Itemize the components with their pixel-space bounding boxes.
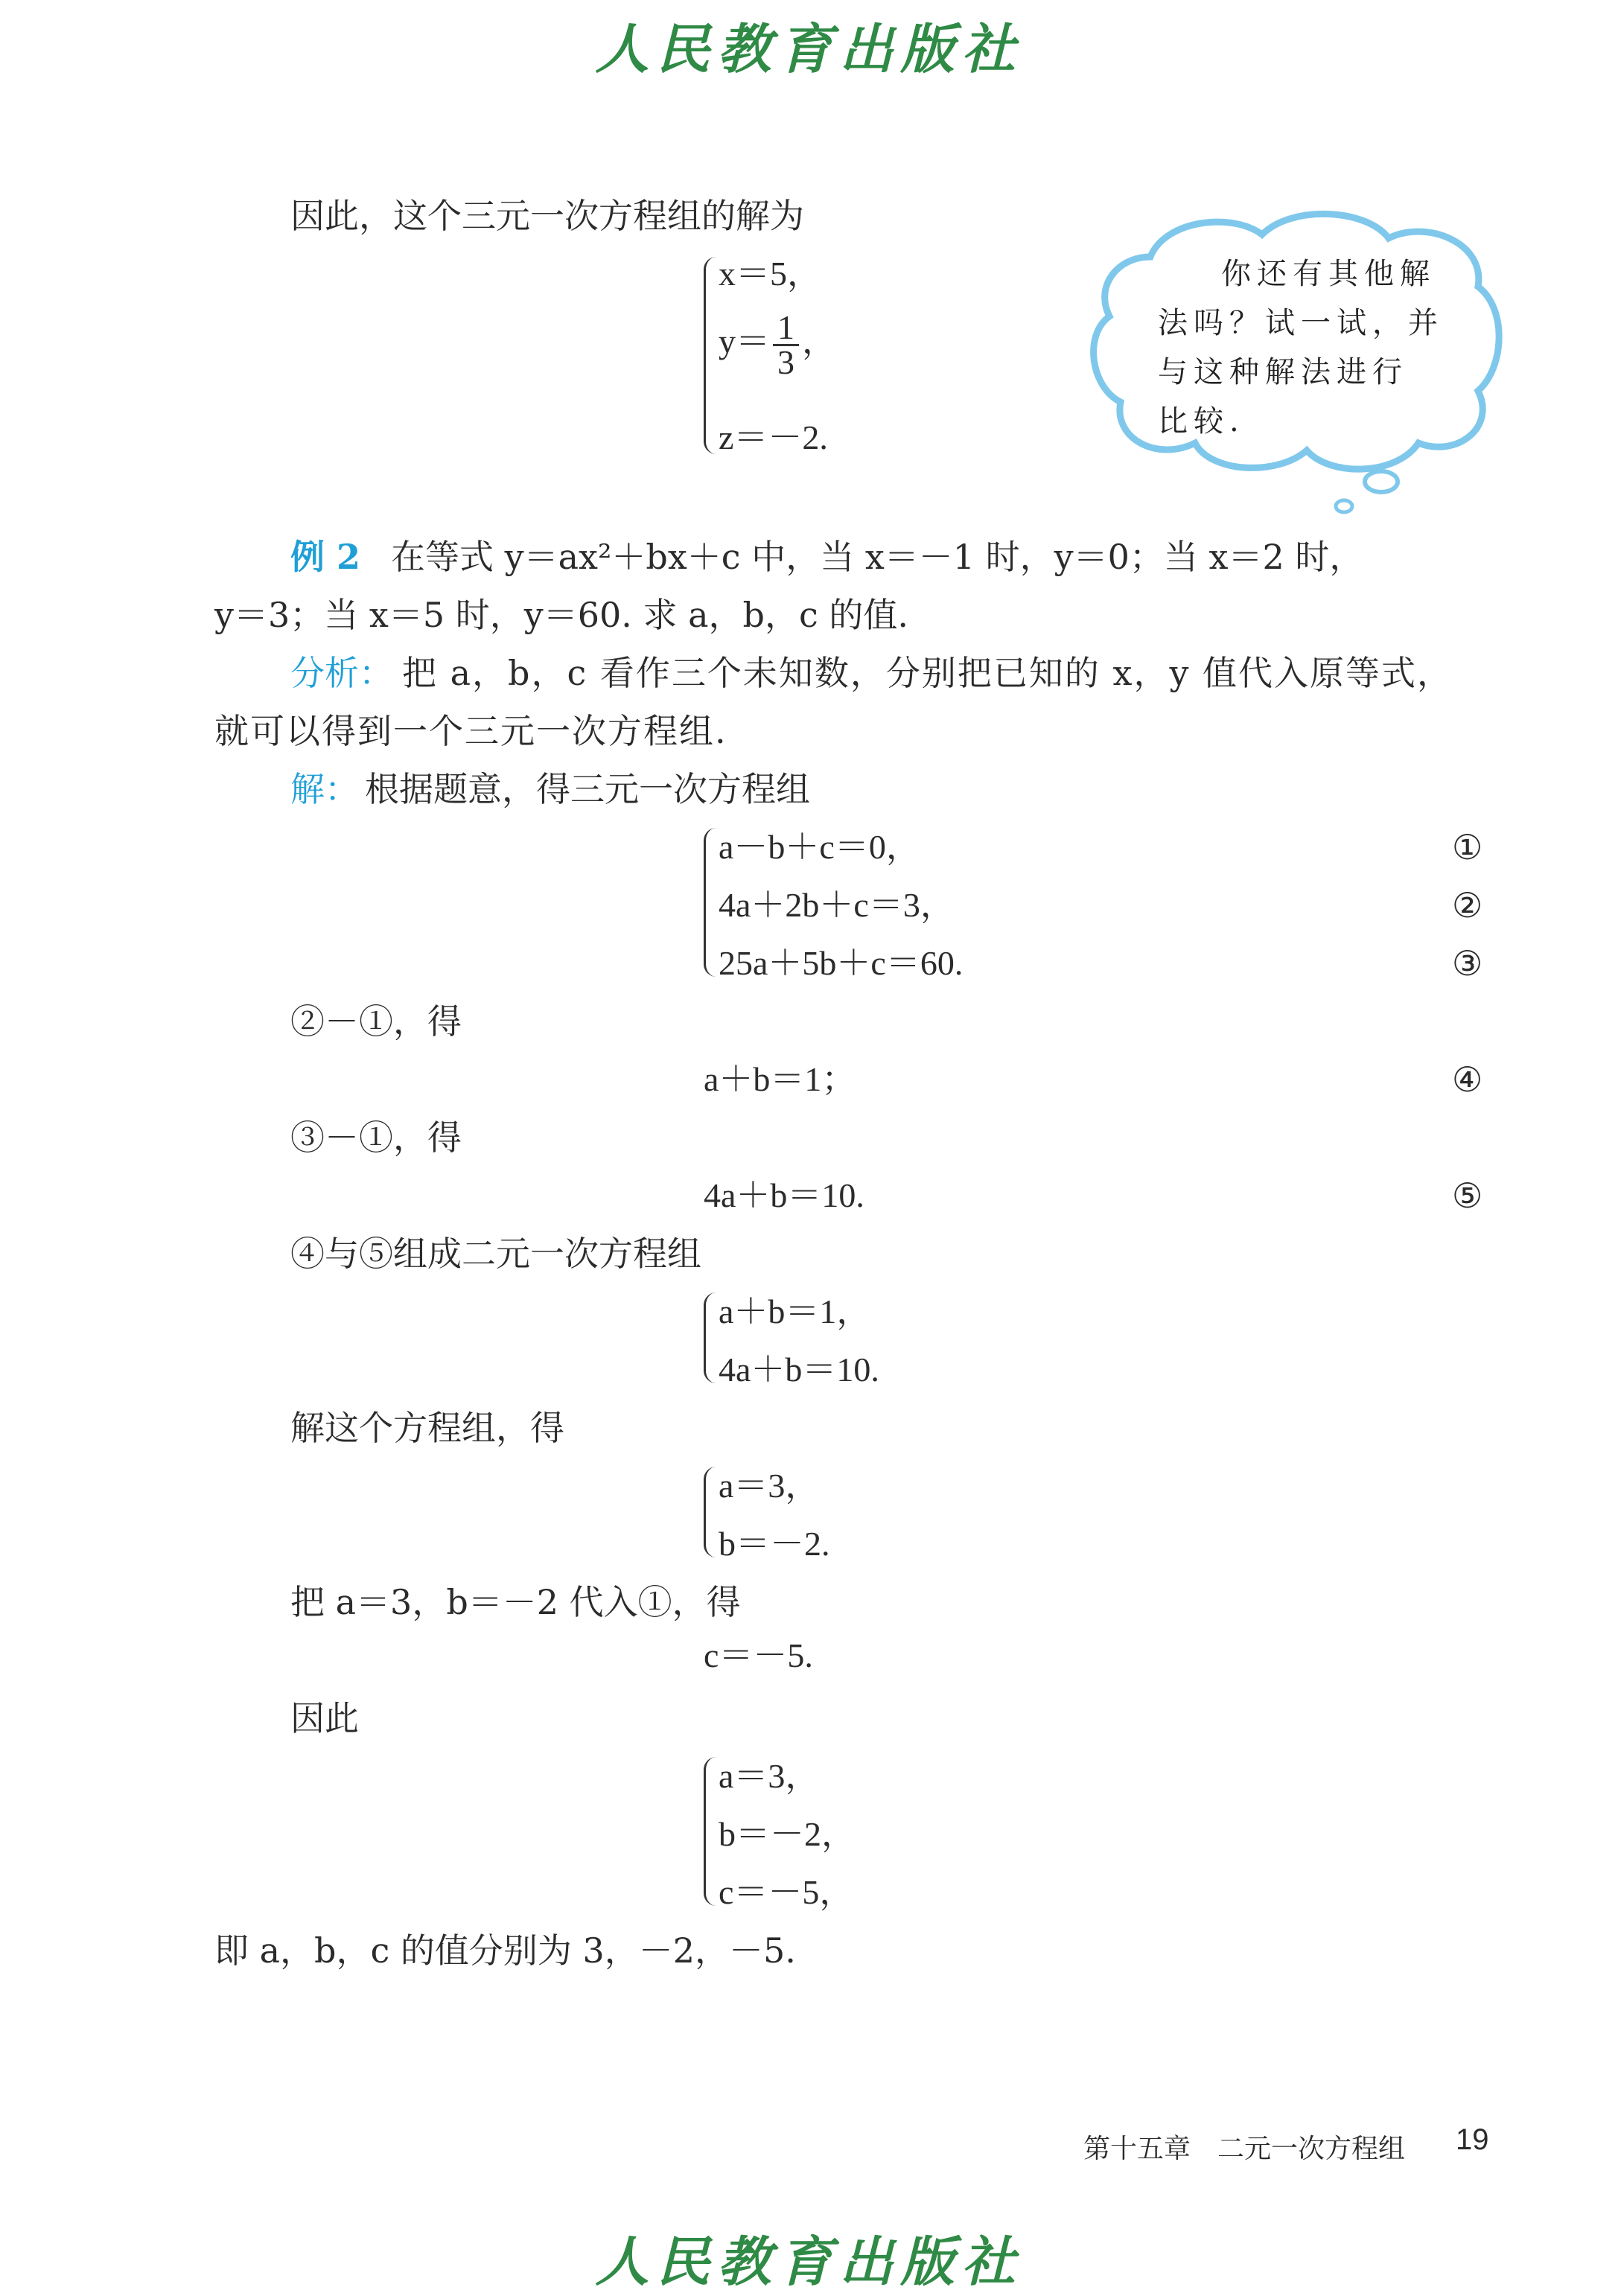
equation-5: 4a＋b＝10. <box>704 1176 864 1214</box>
equation-1: a－b＋c＝0， <box>719 828 920 866</box>
system2-line2: 4a＋b＝10. <box>719 1351 879 1388</box>
system3-brace <box>704 1467 716 1557</box>
system1-line2-lhs: y＝ <box>719 322 770 361</box>
equation-3: 25a＋5b＋c＝60. <box>719 944 964 982</box>
step-combine: ④与⑤组成二元一次方程组 <box>290 1234 701 1274</box>
system1-line3: z＝－2. <box>719 418 828 456</box>
cloud-line2: 法吗？试一试，并 <box>1158 306 1444 340</box>
cloud-bubble-small <box>1336 500 1352 512</box>
analysis-line1: 把 a，b，c 看作三个未知数，分别把已知的 x，y 值代入原等式， <box>402 653 1453 693</box>
example-line1: 在等式 y＝ax²＋bx＋c 中，当 x＝－1 时，y＝0；当 x＝2 时， <box>391 537 1364 577</box>
equation-6: c＝－5. <box>704 1636 813 1674</box>
equation-tag-3: ③ <box>1452 943 1483 983</box>
intro-text: 因此，这个三元一次方程组的解为 <box>290 196 804 236</box>
equation-tag-2: ② <box>1452 885 1483 925</box>
fraction-denominator: 3 <box>777 343 794 381</box>
fraction-one-third <box>773 308 799 381</box>
system1-brace <box>704 257 716 454</box>
header-publisher-logo: 人民教育出版社 <box>595 17 1023 80</box>
system1-line2 <box>719 308 836 381</box>
equation-4: a＋b＝1； <box>704 1060 856 1098</box>
cloud-line4: 比较. <box>1158 404 1245 439</box>
system4-line3: c＝－5， <box>719 1873 854 1911</box>
cloud-bubble-large <box>1365 471 1398 492</box>
step-subtract-2-1: ②－①，得 <box>290 1001 462 1042</box>
step-solve: 解这个方程组，得 <box>290 1408 564 1448</box>
footer-publisher-logo: 人民教育出版社 <box>595 2230 1023 2293</box>
equation-2: 4a＋2b＋c＝3， <box>719 886 955 924</box>
cloud-line1: 你还有其他解 <box>1221 257 1436 291</box>
solution-label: 解： <box>290 769 359 809</box>
step-therefore: 因此 <box>290 1698 359 1738</box>
system2-line1: a＋b＝1， <box>719 1292 871 1330</box>
equation-tag-5: ⑤ <box>1452 1176 1483 1216</box>
system2-brace <box>704 1292 716 1383</box>
cloud-line3: 与这种解法进行 <box>1158 355 1408 389</box>
chapter-title: 第十五章 二元一次方程组 <box>1083 2134 1406 2164</box>
solution-intro: 根据题意，得三元一次方程组 <box>365 769 810 809</box>
analysis-label: 分析： <box>290 653 393 693</box>
step-subtract-3-1: ③－①，得 <box>290 1117 462 1158</box>
system4-line2: b＝－2， <box>719 1815 856 1853</box>
fraction-numerator: 1 <box>773 311 799 346</box>
system3-line2: b＝－2. <box>719 1525 830 1563</box>
example-label: 例 2 <box>290 537 361 577</box>
system4-line1: a＝3， <box>719 1757 820 1795</box>
system-equations-brace <box>704 828 716 977</box>
equation-tag-4: ④ <box>1452 1059 1483 1100</box>
equation-tag-1: ① <box>1452 827 1483 867</box>
system4-brace <box>704 1757 716 1906</box>
system3-line1: a＝3， <box>719 1467 820 1505</box>
step-substitute: 把 a＝3，b＝－2 代入①，得 <box>290 1582 741 1622</box>
analysis-line2: 就可以得到一个三元一次方程组. <box>214 711 727 751</box>
system1-line1: x＝5， <box>719 255 821 293</box>
example-line2: y＝3；当 x＝5 时，y＝60. 求 a，b，c 的值. <box>214 595 908 635</box>
system1-line2-tail: ， <box>802 322 836 361</box>
conclusion-text: 即 a，b，c 的值分别为 3，－2，－5. <box>214 1930 796 1971</box>
page-number: 19 <box>1456 2123 1489 2156</box>
